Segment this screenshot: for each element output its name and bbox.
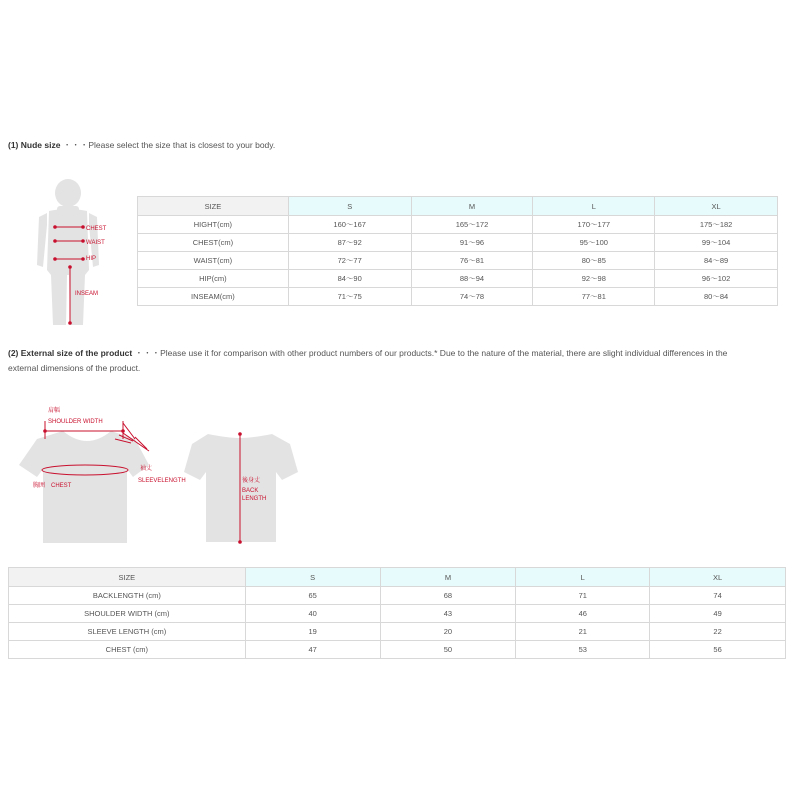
- table-row: [138, 270, 778, 288]
- table-cell: 84～90: [288, 270, 411, 288]
- table-cell: 43: [380, 605, 516, 623]
- table-row: [138, 288, 778, 306]
- body-figure: [35, 175, 115, 330]
- size-s-header: S: [245, 568, 380, 587]
- size-l-header: L: [533, 197, 655, 216]
- chest-label: CHEST: [86, 226, 107, 232]
- table-cell: 84～89: [655, 252, 778, 270]
- table-cell: 160～167: [288, 216, 411, 234]
- table-cell: 19: [245, 623, 380, 641]
- size-m-header: M: [411, 197, 533, 216]
- table-cell: 46: [516, 605, 650, 623]
- table-cell: 40: [245, 605, 380, 623]
- external-size-dots: ・・・: [134, 348, 161, 358]
- table-cell: 20: [380, 623, 516, 641]
- shoulder-jp-label: 肩幅: [48, 408, 61, 414]
- table-cell: 21: [516, 623, 650, 641]
- table-cell: 74～78: [411, 288, 533, 306]
- table-cell: 80～84: [655, 288, 778, 306]
- sleeve-jp-label: 袖丈: [140, 466, 153, 472]
- table-row: [138, 234, 778, 252]
- waist-label: WAIST: [86, 240, 105, 246]
- external-size-heading: [8, 346, 792, 376]
- nude-size-dots: ・・・: [62, 140, 89, 150]
- table-cell: 91～96: [411, 234, 533, 252]
- table-row: [9, 623, 786, 641]
- table-cell: 95～100: [533, 234, 655, 252]
- external-size-header-row: [9, 568, 786, 587]
- shoulder-en-label: SHOULDER WIDTH: [48, 419, 103, 425]
- size-xl-header: XL: [655, 197, 778, 216]
- nude-size-heading: [8, 138, 275, 153]
- table-row: [9, 587, 786, 605]
- nude-size-title: (1) Nude size: [8, 140, 61, 150]
- hip-label: HIP: [86, 256, 97, 262]
- table-cell: 77～81: [533, 288, 655, 306]
- external-size-text-line2: external dimensions of the product.: [8, 363, 141, 373]
- nude-size-text: Please select the size that is closest to your body.: [88, 140, 276, 150]
- nude-size-table: [137, 196, 778, 306]
- table-cell: 165～172: [411, 216, 533, 234]
- nude-size-header-row: [138, 197, 778, 216]
- table-cell: 22: [650, 623, 786, 641]
- external-size-table: [8, 567, 786, 659]
- front-shirt-figure: [15, 403, 190, 548]
- table-cell: 80～85: [533, 252, 655, 270]
- table-row: [138, 216, 778, 234]
- chest-en-label: CHEST: [51, 483, 72, 489]
- size-corner-cell: SIZE: [138, 197, 289, 216]
- table-cell: 49: [650, 605, 786, 623]
- table-cell: 71～75: [288, 288, 411, 306]
- row-label: BACKLENGTH (cm): [9, 587, 246, 605]
- row-label: HIP(cm): [138, 270, 289, 288]
- table-cell: 175～182: [655, 216, 778, 234]
- table-cell: 68: [380, 587, 516, 605]
- external-size-line1: [8, 346, 792, 361]
- external-size-title: (2) External size of the product: [8, 348, 133, 358]
- table-cell: 96～102: [655, 270, 778, 288]
- row-label: WAIST(cm): [138, 252, 289, 270]
- sleeve-en-label: SLEEVELENGTH: [138, 478, 186, 484]
- size-l-header: L: [516, 568, 650, 587]
- chest-jp-label: 胸囲: [33, 483, 46, 489]
- table-cell: 76～81: [411, 252, 533, 270]
- table-cell: 53: [516, 641, 650, 659]
- table-cell: 74: [650, 587, 786, 605]
- table-row: [9, 605, 786, 623]
- table-cell: 99～104: [655, 234, 778, 252]
- row-label: CHEST(cm): [138, 234, 289, 252]
- inseam-label: INSEAM: [75, 291, 99, 297]
- table-cell: 50: [380, 641, 516, 659]
- back-jp-label: 後身丈: [242, 478, 261, 484]
- external-size-text: Please use it for comparison with other product numbers of our products.* Due to the nature of the material, there are slight individual differences in the: [160, 348, 728, 358]
- table-cell: 87～92: [288, 234, 411, 252]
- back-shirt-figure: [178, 430, 303, 545]
- table-cell: 88～94: [411, 270, 533, 288]
- size-corner-cell: SIZE: [9, 568, 246, 587]
- table-cell: 92～98: [533, 270, 655, 288]
- table-cell: 56: [650, 641, 786, 659]
- table-cell: 47: [245, 641, 380, 659]
- size-m-header: M: [380, 568, 516, 587]
- back-en-label-2: LENGTH: [242, 496, 267, 502]
- back-en-label-1: BACK: [242, 488, 259, 494]
- row-label: HIGHT(cm): [138, 216, 289, 234]
- table-cell: 65: [245, 587, 380, 605]
- size-xl-header: XL: [650, 568, 786, 587]
- size-s-header: S: [288, 197, 411, 216]
- row-label: SHOULDER WIDTH (cm): [9, 605, 246, 623]
- table-cell: 72～77: [288, 252, 411, 270]
- table-row: [9, 641, 786, 659]
- row-label: CHEST (cm): [9, 641, 246, 659]
- row-label: SLEEVE LENGTH (cm): [9, 623, 246, 641]
- row-label: INSEAM(cm): [138, 288, 289, 306]
- table-cell: 170～177: [533, 216, 655, 234]
- table-cell: 71: [516, 587, 650, 605]
- table-row: [138, 252, 778, 270]
